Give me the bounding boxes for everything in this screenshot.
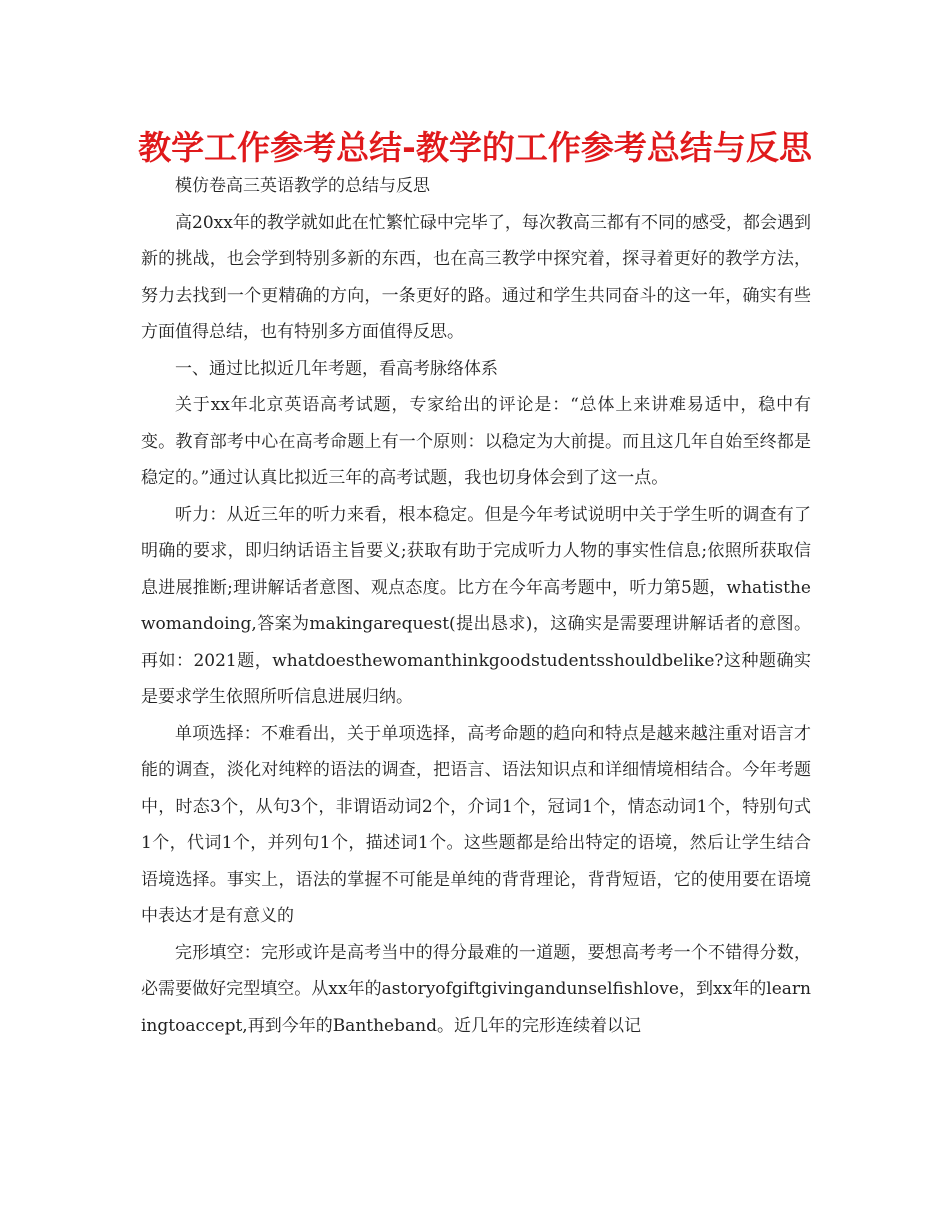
section-heading: 一、通过比拟近几年考题，看高考脉络体系 [175, 358, 498, 379]
body-paragraph: 单项选择：不难看出，关于单项选择，高考命题的趋向和特点是越来越注重对语言才能的调查，淡化对纯粹的语法的调查，把语言、语法知识点和详细情境相结合。今年考题中，时态3个，从句3个，非谓语动词2个，介词1个，冠词1个，情态动词1个，特别句式1个，代词1个，并列句1个，描述词1个。这些题都是给出特定的语境，然后让学生结合语境选择。事实上，语法的掌握不可能是单纯的背背理论，背背短语，它的使用要在语境中表达才是有意义的 [141, 723, 811, 926]
body-paragraph: 完形填空：完形或许是高考当中的得分最难的一道题，要想高考考一个不错得分数，必需要做好完型填空。从xx年的astoryofgiftgivingandunselfishlove，到xx年的learningtoaccept,再到今年的Bantheband。近几年的完形连续着以记 [141, 942, 811, 1036]
document-body [141, 168, 811, 1044]
body-paragraph: 听力：从近三年的听力来看，根本稳定。但是今年考试说明中关于学生听的调查有了明确的要求，即归纳话语主旨要义;获取有助于完成听力人物的事实性信息;依照所获取信息进展推断;理讲解话者意图、观点态度。比方在今年高考题中，听力第5题，whatisthewomandoing,答案为makingarequest(提出恳求)，这确实是需要理讲解话者的意图。再如：2021题，whatdoesthewomanthinkgoodstudentsshouldbelike?这种题确实是要求学生依照所听信息进展归纳。 [141, 504, 811, 707]
body-paragraph: 关于xx年北京英语高考试题，专家给出的评论是：“总体上来讲难易适中，稳中有变。教育部考中心在高考命题上有一个原则：以稳定为大前提。而且这几年自始至终都是稳定的。”通过认真比拟近三年的高考试题，我也切身体会到了这一点。 [141, 395, 811, 488]
subtitle-paragraph: 模仿卷高三英语教学的总结与反思 [175, 176, 430, 196]
body-paragraph: 高20xx年的教学就如此在忙繁忙碌中完毕了，每次教高三都有不同的感受，都会遇到新的挑战，也会学到特别多新的东西，也在高三教学中探究着，探寻着更好的教学方法，努力去找到一个更精确的方向，一条更好的路。通过和学生共同奋斗的这一年，确实有些方面值得总结，也有特别多方面值得反思。 [141, 212, 811, 342]
document-title: 教学工作参考总结-教学的工作参考总结与反思 [138, 128, 812, 167]
